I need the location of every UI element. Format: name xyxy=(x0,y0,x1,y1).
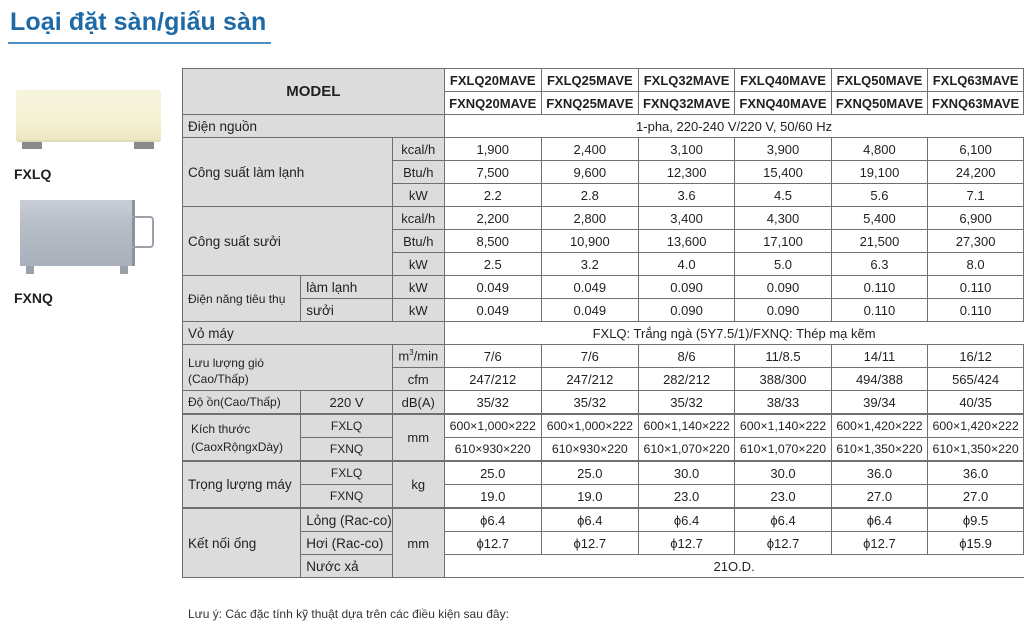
cell-value: 600×1,140×222 xyxy=(638,414,734,438)
cell-value: 12,300 xyxy=(638,161,734,184)
cell-value: 6,900 xyxy=(928,207,1024,230)
fxnq-leg-right xyxy=(120,266,128,274)
casing-value: FXLQ: Trắng ngà (5Y7.5/1)/FXNQ: Thép mạ kẽm xyxy=(444,322,1023,345)
power-supply-row xyxy=(183,115,1024,138)
cell-value: 30.0 xyxy=(735,461,831,485)
airflow-label-line1: Lưu lượng gió xyxy=(188,355,264,370)
cell-value: 8,500 xyxy=(444,230,541,253)
cell-value: 0.110 xyxy=(831,299,927,322)
cell-value: ϕ12.7 xyxy=(638,532,734,555)
fxnq-unit-image xyxy=(16,200,166,280)
heating-capacity-label: Công suất sưởi xyxy=(183,207,393,276)
cell-value: 3,900 xyxy=(735,138,831,161)
cell-value: 247/212 xyxy=(444,368,541,391)
cell-value: ϕ12.7 xyxy=(444,532,541,555)
cell-value: 3.6 xyxy=(638,184,734,207)
unit-label: Btu/h xyxy=(392,161,444,184)
piping-row-gas xyxy=(183,532,1024,555)
airflow-row-m3 xyxy=(183,345,1024,368)
cell-value: 610×1,350×220 xyxy=(928,438,1024,462)
cell-value: 16/12 xyxy=(928,345,1024,368)
casing-row xyxy=(183,322,1024,345)
cell-value: 2.2 xyxy=(444,184,541,207)
piping-label: Kết nối ống xyxy=(183,508,301,578)
noise-voltage: 220 V xyxy=(301,391,393,415)
cooling-capacity-label: Công suất làm lạnh xyxy=(183,138,393,207)
cell-value: 23.0 xyxy=(638,485,734,509)
cell-value: 610×1,070×220 xyxy=(638,438,734,462)
unit-label: kcal/h xyxy=(392,138,444,161)
cell-value: 2,800 xyxy=(541,207,638,230)
cell-value: 600×1,000×222 xyxy=(541,414,638,438)
unit-label: mm xyxy=(392,414,444,461)
fxnq-body-shape xyxy=(20,200,135,266)
cell-value: 600×1,420×222 xyxy=(928,414,1024,438)
cell-value: 0.049 xyxy=(541,276,638,299)
cell-value: 21,500 xyxy=(831,230,927,253)
cell-value: 610×1,070×220 xyxy=(735,438,831,462)
cell-value: ϕ6.4 xyxy=(444,508,541,532)
cell-value: 4.0 xyxy=(638,253,734,276)
unit-label: kW xyxy=(392,276,444,299)
cell-value: 17,100 xyxy=(735,230,831,253)
model-name: FXNQ20MAVE xyxy=(444,92,541,115)
mode-label: làm lạnh xyxy=(301,276,393,299)
model-name: FXNQ25MAVE xyxy=(541,92,638,115)
cell-value: 610×1,350×220 xyxy=(831,438,927,462)
model-name: FXLQ63MAVE xyxy=(928,69,1024,92)
type-label: FXLQ xyxy=(301,461,393,485)
cell-value: 4.5 xyxy=(735,184,831,207)
cell-value: 25.0 xyxy=(541,461,638,485)
cell-value: 19,100 xyxy=(831,161,927,184)
cell-value: 247/212 xyxy=(541,368,638,391)
dimensions-label xyxy=(183,414,301,461)
cell-value: 600×1,000×222 xyxy=(444,414,541,438)
model-name: FXNQ40MAVE xyxy=(735,92,831,115)
cell-value: 39/34 xyxy=(831,391,927,415)
model-name: FXLQ25MAVE xyxy=(541,69,638,92)
model-header: MODEL xyxy=(183,69,445,115)
cell-value: 2,400 xyxy=(541,138,638,161)
piping-row-drain xyxy=(183,555,1024,578)
weight-row-fxnq xyxy=(183,485,1024,509)
cell-value: 38/33 xyxy=(735,391,831,415)
unit-label: Btu/h xyxy=(392,230,444,253)
unit-label: kg xyxy=(392,461,444,508)
cell-value: 19.0 xyxy=(444,485,541,509)
fxlq-label: FXLQ xyxy=(14,166,52,182)
model-name: FXLQ50MAVE xyxy=(831,69,927,92)
cell-value: 3.2 xyxy=(541,253,638,276)
piping-row-liquid xyxy=(183,508,1024,532)
cell-value: 610×930×220 xyxy=(444,438,541,462)
weight-row-fxlq xyxy=(183,461,1024,485)
cell-value: 0.049 xyxy=(444,276,541,299)
cell-value: 30.0 xyxy=(638,461,734,485)
cell-value: 4,300 xyxy=(735,207,831,230)
cell-value: 494/388 xyxy=(831,368,927,391)
cell-value: 9,600 xyxy=(541,161,638,184)
noise-row xyxy=(183,391,1024,415)
type-label: Hơi (Rac-co) xyxy=(301,532,393,555)
model-name: FXLQ32MAVE xyxy=(638,69,734,92)
cell-value: ϕ6.4 xyxy=(735,508,831,532)
cell-value: 2.5 xyxy=(444,253,541,276)
unit-label: $m^3/\min$ xyxy=(392,345,444,368)
power-supply-value: 1-pha, 220-240 V/220 V, 50/60 Hz xyxy=(444,115,1023,138)
type-label: Lỏng (Rac-co) xyxy=(301,508,393,532)
cell-value: 3,400 xyxy=(638,207,734,230)
dimensions-label-line2: (CaoxRộngxDày) xyxy=(191,439,284,454)
cell-value: 5.0 xyxy=(735,253,831,276)
cell-value: 14/11 xyxy=(831,345,927,368)
heating-row-kcal xyxy=(183,207,1024,230)
cell-value: 7,500 xyxy=(444,161,541,184)
type-label: FXNQ xyxy=(301,485,393,509)
cell-value: 35/32 xyxy=(444,391,541,415)
cell-value: 5.6 xyxy=(831,184,927,207)
cell-value: ϕ12.7 xyxy=(831,532,927,555)
model-name: FXNQ63MAVE xyxy=(928,92,1024,115)
cell-value: ϕ6.4 xyxy=(638,508,734,532)
cell-value: 388/300 xyxy=(735,368,831,391)
fxnq-pipe-shape xyxy=(132,216,154,248)
cell-value: 35/32 xyxy=(638,391,734,415)
cell-value: 10,900 xyxy=(541,230,638,253)
model-name: FXLQ20MAVE xyxy=(444,69,541,92)
dimensions-label-line1: Kích thước xyxy=(191,421,251,436)
power-consumption-cooling-row xyxy=(183,276,1024,299)
cell-value: ϕ12.7 xyxy=(541,532,638,555)
title-underline xyxy=(8,42,271,44)
cell-value: 7/6 xyxy=(541,345,638,368)
model-name: FXNQ32MAVE xyxy=(638,92,734,115)
cell-value: 4,800 xyxy=(831,138,927,161)
cell-value: ϕ6.4 xyxy=(831,508,927,532)
cell-value: 0.110 xyxy=(928,276,1024,299)
cell-value: 610×930×220 xyxy=(541,438,638,462)
cell-value: 24,200 xyxy=(928,161,1024,184)
cell-value: 0.090 xyxy=(638,299,734,322)
cell-value: 6.3 xyxy=(831,253,927,276)
noise-label: Độ ồn(Cao/Thấp) xyxy=(183,391,301,415)
cell-value: 5,400 xyxy=(831,207,927,230)
cell-value: 600×1,140×222 xyxy=(735,414,831,438)
cell-value: 19.0 xyxy=(541,485,638,509)
cell-value: 13,600 xyxy=(638,230,734,253)
type-label: FXNQ xyxy=(301,438,393,462)
unit-label: dB(A) xyxy=(392,391,444,415)
cell-value: 7.1 xyxy=(928,184,1024,207)
fxlq-body-shape xyxy=(16,90,161,142)
cell-value: ϕ6.4 xyxy=(541,508,638,532)
cell-value: 0.049 xyxy=(444,299,541,322)
airflow-label xyxy=(183,345,393,391)
cell-value: 6,100 xyxy=(928,138,1024,161)
dimensions-row-fxlq xyxy=(183,414,1024,438)
drain-value: 21O.D. xyxy=(444,555,1023,578)
cell-value: 2,200 xyxy=(444,207,541,230)
airflow-label-line2: (Cao/Thấp) xyxy=(188,371,249,386)
casing-label: Vỏ máy xyxy=(183,322,445,345)
cell-value: 36.0 xyxy=(831,461,927,485)
cell-value: 0.090 xyxy=(735,276,831,299)
unit-label: kcal/h xyxy=(392,207,444,230)
cell-value: 35/32 xyxy=(541,391,638,415)
cell-value: 27.0 xyxy=(928,485,1024,509)
footnote: Lưu ý: Các đặc tính kỹ thuật dựa trên các điều kiện sau đây: xyxy=(188,607,509,621)
unit-label: kW xyxy=(392,253,444,276)
mode-label: sưởi xyxy=(301,299,393,322)
cell-value: 27,300 xyxy=(928,230,1024,253)
dimensions-row-fxnq xyxy=(183,438,1024,462)
cell-value: 600×1,420×222 xyxy=(831,414,927,438)
cell-value: 40/35 xyxy=(928,391,1024,415)
page-title: Loại đặt sàn/giấu sàn xyxy=(10,8,267,36)
cell-value: 36.0 xyxy=(928,461,1024,485)
model-row-fxlq xyxy=(183,69,1024,92)
unit-label: mm xyxy=(392,508,444,578)
cell-value: 3,100 xyxy=(638,138,734,161)
cell-value: 8/6 xyxy=(638,345,734,368)
fxnq-leg-left xyxy=(26,266,34,274)
type-label: Nước xả xyxy=(301,555,393,578)
cell-value: ϕ15.9 xyxy=(928,532,1024,555)
power-supply-label: Điện nguồn xyxy=(183,115,445,138)
cell-value: 565/424 xyxy=(928,368,1024,391)
model-name: FXLQ40MAVE xyxy=(735,69,831,92)
weight-label: Trọng lượng máy xyxy=(183,461,301,508)
cell-value: 11/8.5 xyxy=(735,345,831,368)
cooling-row-kcal xyxy=(183,138,1024,161)
cell-value: 23.0 xyxy=(735,485,831,509)
power-consumption-heating-row xyxy=(183,299,1024,322)
fxlq-foot-left xyxy=(22,142,42,149)
cell-value: 27.0 xyxy=(831,485,927,509)
cell-value: 0.090 xyxy=(735,299,831,322)
cell-value: 0.049 xyxy=(541,299,638,322)
cell-value: 1,900 xyxy=(444,138,541,161)
power-consumption-label: Điện năng tiêu thụ xyxy=(183,276,301,322)
spec-table xyxy=(182,68,1024,578)
cell-value: 0.110 xyxy=(928,299,1024,322)
unit-label: kW xyxy=(392,184,444,207)
type-label: FXLQ xyxy=(301,414,393,438)
unit-label: cfm xyxy=(392,368,444,391)
cell-value: 2.8 xyxy=(541,184,638,207)
cell-value: 15,400 xyxy=(735,161,831,184)
cell-value: ϕ9.5 xyxy=(928,508,1024,532)
model-name: FXNQ50MAVE xyxy=(831,92,927,115)
cell-value: ϕ12.7 xyxy=(735,532,831,555)
cell-value: 0.110 xyxy=(831,276,927,299)
fxlq-foot-right xyxy=(134,142,154,149)
cell-value: 0.090 xyxy=(638,276,734,299)
unit-label: kW xyxy=(392,299,444,322)
cell-value: 282/212 xyxy=(638,368,734,391)
cell-value: 7/6 xyxy=(444,345,541,368)
cell-value: 8.0 xyxy=(928,253,1024,276)
cell-value: 25.0 xyxy=(444,461,541,485)
fxnq-label: FXNQ xyxy=(14,290,53,306)
fxlq-unit-image xyxy=(16,90,161,170)
